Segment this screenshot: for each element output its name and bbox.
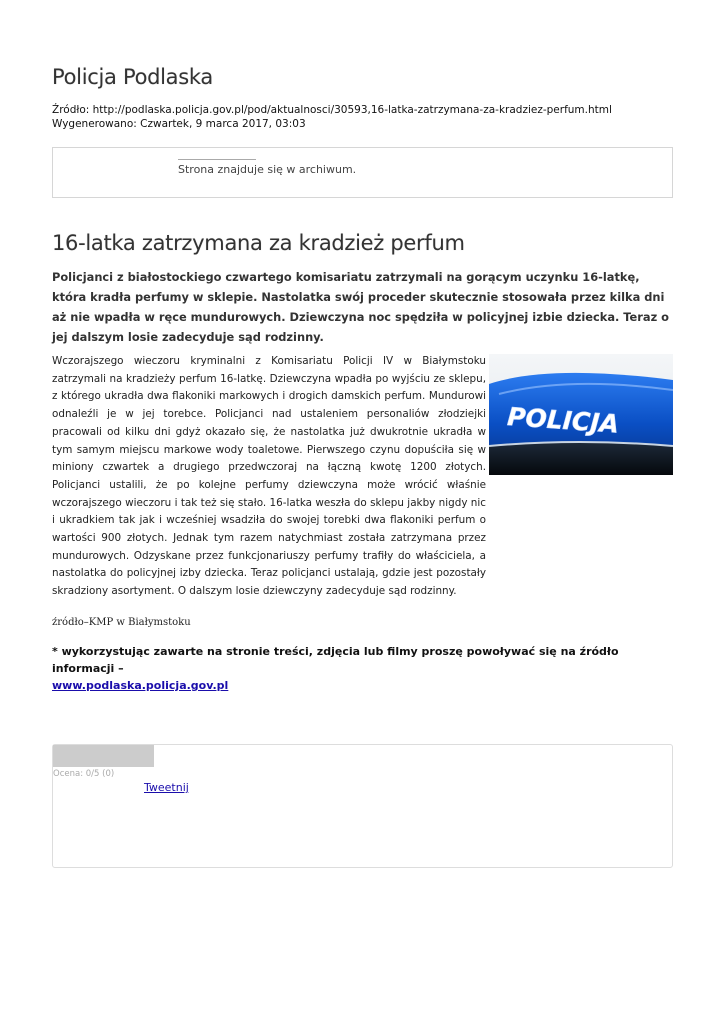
article-content xyxy=(52,353,673,601)
archive-notice-box xyxy=(52,147,673,198)
archive-notice-text: Strona znajduje się w archiwum. xyxy=(178,163,357,176)
article-title: 16-latka zatrzymana za kradzież perfum xyxy=(52,231,465,255)
disclaimer-text: * wykorzystując zawarte na stronie treści, zdjęcia lub filmy proszę powoływać się na źródło informacji – xyxy=(52,644,619,675)
generated-date-line: Wygenerowano: Czwartek, 9 marca 2017, 03:03 xyxy=(52,118,306,130)
source-url-line: Źródło: http://podlaska.policja.gov.pl/pod/aktualnosci/30593,16-latka-zatrzymana-za-kradziez-perfum.html xyxy=(52,104,612,116)
article-source-note: źródło–KMP w Białymstoku xyxy=(52,616,191,628)
article-body: Wczorajszego wieczoru kryminalni z Komisariatu Policji IV w Białymstoku zatrzymali na kradzieży perfum 16-latkę. Dziewczyna wpadła po wyjściu ze sklepu, z którego ukradła dwa flakoniki markowych i drogich damskich perfum. Mundurowi odnaleźli je w jej torebce. Policjanci nad ustaleniem personaliów złodziejki pracowali od kilku dni gdyż okazało się, że nastolatka już dwukrotnie ukradła w tym samym miejscu markowe wody toaletowe. Pierwszego czynu dopuściła się w miniony czwartek a drugiego przedwczoraj na łączną kwotę 1200 złotych. Policjanci ustalili, że po kolejne perfumy dziewczyna może wrócić właśnie wczorajszego wieczoru i tak też się stało. 16-latka weszła do sklepu jakby nigdy nic i ukradkiem tak jak i wcześniej wsadziła do swojej torebki dwa flakoniki perfum o wartości 900 złotych. Jednak tym razem natychmiast została zatrzymana przez mundurowych. Odzyskane przez funkcjonariuszy perfumy trafiły do właściciela, a nastolatka do policyjnej izby dziecka. Teraz policjanci ustalają, gdzie jest pozostały skradziony asortyment. O dalszym losie dziewczyny zadecyduje sąd rodzinny. xyxy=(52,355,486,598)
police-car-image xyxy=(489,354,673,475)
rating-label: Ocena: 0/5 (0) xyxy=(53,769,115,779)
police-lettering: POLICJA xyxy=(506,402,620,439)
tweet-link[interactable]: Tweetnij xyxy=(144,781,189,794)
article-lead: Policjanci z białostockiego czwartego komisariatu zatrzymali na gorącym uczynku 16-latkę, która kradła perfumy w sklepie. Nastolatka swój proceder skutecznie stosowała przez kilka dni aż nie wpadła w ręce mundurowych. Dziewczyna noc spędziła w policyjnej izbie dziecka. Teraz o jej dalszym losie zadecyduje sąd rodzinny. xyxy=(52,270,670,344)
police-car-photo xyxy=(489,354,673,475)
rating-box xyxy=(52,744,673,868)
source-disclaimer xyxy=(52,643,673,694)
document-meta xyxy=(52,103,673,131)
police-website-link[interactable]: www.podlaska.policja.gov.pl xyxy=(52,678,229,692)
site-title: Policja Podlaska xyxy=(52,65,213,89)
document-page xyxy=(52,60,673,694)
archive-divider xyxy=(178,159,256,160)
rating-stars-bar[interactable] xyxy=(53,745,154,767)
